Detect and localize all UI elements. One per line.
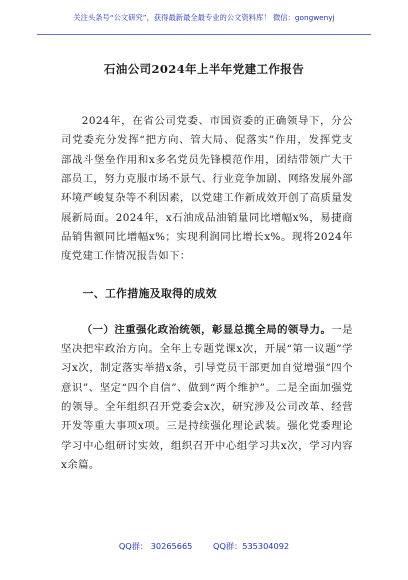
footer-qq-group-1: QQ群： 30265665 — [118, 541, 193, 551]
subsection-paragraph — [61, 321, 353, 476]
header-banner — [0, 12, 408, 36]
intro-paragraph: 2024年，在省公司党委、市国资委的正确领导下，分公司党委充分发挥“把方向、管大局、促落实”作用，发挥党支部战斗堡垒作用和x多名党员先锋模范作用，团结带领广大干部员工，努力克服市场不景气、行业竞争加剧、网络发展外部环境严峻复杂等不利因素，以党建工作新成效开创了高质量发展新局面。2024年，x石油成品油销量同比增幅x%，易捷商品销售额同比增幅x%；实现利润同比增长x%。现将2024年度党建工作情况报告如下： — [61, 115, 353, 263]
subsection-heading: （一）注重强化政治统领，彰显总揽全局的领导力。 — [81, 323, 332, 336]
subsection-body: 一是坚决把牢政治方向。全年上专题党课x次，开展“第一议题”学习x次，制定落实举措x条，引导党员干部更加自觉增强“四个意识”、坚定“四个自信”、做到“两个维护”。二是全面加强党的领导。全年组织召开党委会x次，研究涉及公司改革、经营开发等重大事项x项。三是持续强化理论武装。强化党委理论学习中心组研讨实效，组织召开中心组学习共x次，学习内容x余篇。 — [61, 323, 353, 472]
footer-qq-group-2: QQ群：535304092 — [213, 541, 290, 551]
section-heading: 一、工作措施及取得的成效 — [82, 286, 217, 300]
banner-text: 关注头条号“公文研究”，获得最新最全最专业的公文资料库！ 微信：gongwenyj — [73, 13, 335, 22]
document-body — [61, 112, 353, 476]
footer-contact — [0, 541, 408, 552]
document-title: 石油公司2024年上半年党建工作报告 — [103, 62, 305, 76]
header-divider — [37, 34, 371, 35]
